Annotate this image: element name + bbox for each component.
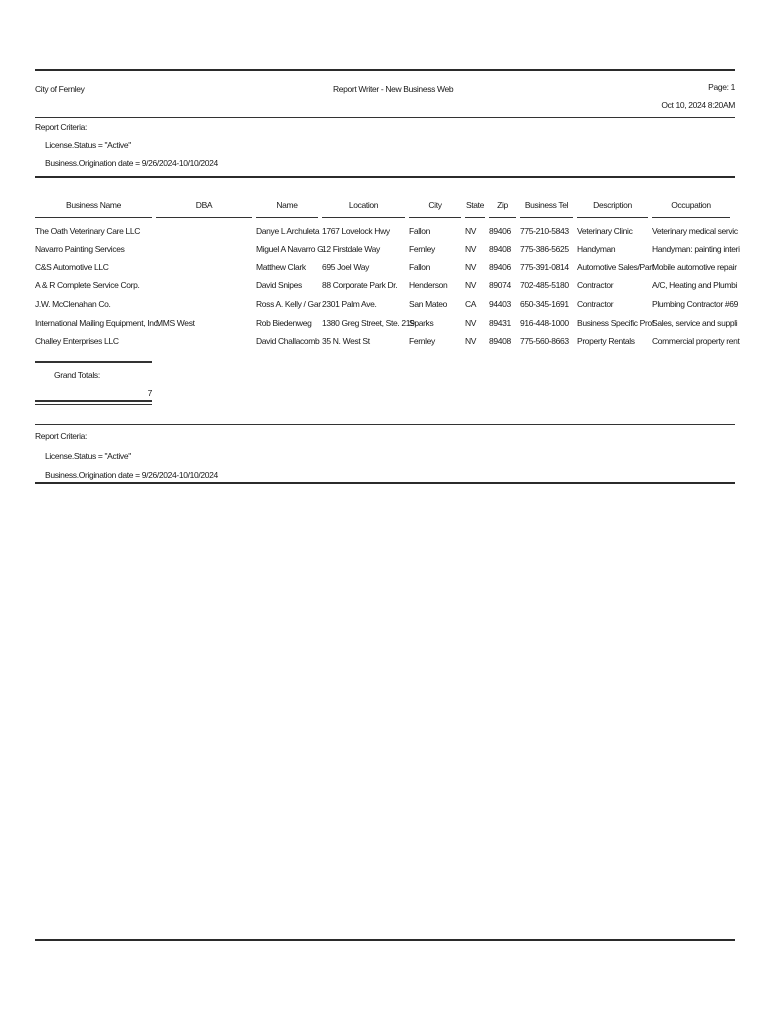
cell-occupation: Mobile automotive repair — [652, 262, 737, 272]
col-header-dba: DBA — [195, 200, 213, 210]
totals-double-rule-1 — [35, 400, 152, 402]
cell-zip: 89406 — [489, 262, 511, 272]
col-underline-dba — [156, 217, 252, 218]
cell-business-tel: 650-345-1691 — [520, 299, 569, 309]
footer-rule — [35, 939, 735, 941]
cell-business-tel: 702-485-5180 — [520, 280, 569, 290]
cell-description: Contractor — [577, 280, 614, 290]
criteria-status: License.Status = "Active" — [45, 140, 131, 150]
col-underline-business-tel — [520, 217, 573, 218]
cell-location: 35 N. West St — [322, 336, 370, 346]
cell-business-name: International Mailing Equipment, Inc. — [35, 318, 160, 328]
cell-occupation: Plumbing Contractor #69 — [652, 299, 738, 309]
cell-zip: 89431 — [489, 318, 511, 328]
cell-zip: 94403 — [489, 299, 511, 309]
cell-business-tel: 775-386-5625 — [520, 244, 569, 254]
totals-top-rule — [35, 361, 152, 363]
cell-description: Automotive Sales/Part — [577, 262, 654, 272]
cell-business-name: J.W. McClenahan Co. — [35, 299, 111, 309]
cell-location: 88 Corporate Park Dr. — [322, 280, 398, 290]
cell-business-name: Challey Enterprises LLC — [35, 336, 119, 346]
cell-business-tel: 916-448-1000 — [520, 318, 569, 328]
cell-description: Veterinary Clinic — [577, 226, 633, 236]
col-underline-city — [409, 217, 461, 218]
col-header-name: Name — [276, 200, 298, 210]
page-number: Page: 1 — [708, 82, 735, 92]
col-header-description: Description — [593, 200, 632, 210]
cell-description: Business Specific Prof — [577, 318, 654, 328]
cell-name: Miguel A Navarro G — [256, 244, 324, 254]
col-underline-name — [256, 217, 318, 218]
cell-zip: 89408 — [489, 336, 511, 346]
col-underline-zip — [489, 217, 516, 218]
grand-totals-label: Grand Totals: — [54, 370, 100, 380]
cell-business-name: Navarro Painting Services — [35, 244, 125, 254]
cell-zip: 89074 — [489, 280, 511, 290]
cell-name: David Snipes — [256, 280, 302, 290]
header-divider — [35, 117, 735, 118]
cell-state: NV — [465, 262, 477, 272]
cell-occupation: A/C, Heating and Plumbi — [652, 280, 738, 290]
org-name: City of Fernley — [35, 84, 85, 94]
cell-business-name: A & R Complete Service Corp. — [35, 280, 140, 290]
cell-zip: 89408 — [489, 244, 511, 254]
col-underline-location — [322, 217, 405, 218]
criteria-bottom-heading: Report Criteria: — [35, 431, 88, 441]
cell-name: Rob Biedenweg — [256, 318, 312, 328]
cell-occupation: Commercial property rent — [652, 336, 740, 346]
cell-name: Ross A. Kelly / Gar — [256, 299, 321, 309]
cell-state: NV — [465, 280, 477, 290]
cell-location: 1380 Greg Street, Ste. 219 — [322, 318, 415, 328]
report-title: Report Writer - New Business Web — [333, 84, 454, 94]
cell-city: Fallon — [409, 226, 431, 236]
criteria-bottom-rule — [35, 482, 735, 484]
criteria-bottom-top-rule — [35, 424, 735, 425]
grand-totals-count: 7 — [147, 388, 152, 398]
criteria-bottom-date: Business.Origination date = 9/26/2024-10/10/2024 — [45, 470, 218, 480]
criteria-heading: Report Criteria: — [35, 122, 88, 132]
cell-description: Handyman — [577, 244, 616, 254]
cell-occupation: Sales, service and suppli — [652, 318, 738, 328]
cell-city: Fernley — [409, 336, 435, 346]
col-header-state: State — [465, 200, 485, 210]
cell-name: David Challacomb — [256, 336, 320, 346]
cell-business-tel: 775-210-5843 — [520, 226, 569, 236]
cell-state: NV — [465, 336, 477, 346]
cell-city: Fernley — [409, 244, 435, 254]
cell-name: Matthew Clark — [256, 262, 306, 272]
cell-dba: MMS West — [156, 318, 195, 328]
cell-business-tel: 775-560-8663 — [520, 336, 569, 346]
cell-state: NV — [465, 226, 477, 236]
criteria-rule — [35, 176, 735, 178]
col-header-occupation: Occupation — [671, 200, 711, 210]
col-header-zip: Zip — [497, 200, 508, 210]
criteria-bottom-status: License.Status = "Active" — [45, 451, 131, 461]
cell-business-tel: 775-391-0814 — [520, 262, 569, 272]
col-underline-business-name — [35, 217, 152, 218]
cell-state: NV — [465, 244, 477, 254]
col-underline-description — [577, 217, 648, 218]
cell-city: Sparks — [409, 318, 434, 328]
cell-state: CA — [465, 299, 477, 309]
col-header-business-name: Business Name — [66, 200, 121, 210]
cell-city: Fallon — [409, 262, 431, 272]
cell-business-name: The Oath Veterinary Care LLC — [35, 226, 141, 236]
cell-description: Contractor — [577, 299, 614, 309]
cell-location: 12 Firstdale Way — [322, 244, 380, 254]
cell-city: Henderson — [409, 280, 448, 290]
totals-double-rule-2 — [35, 404, 152, 405]
col-header-business-tel: Business Tel — [524, 200, 569, 210]
cell-location: 2301 Palm Ave. — [322, 299, 377, 309]
cell-location: 1767 Lovelock Hwy — [322, 226, 390, 236]
cell-city: San Mateo — [409, 299, 447, 309]
cell-location: 695 Joel Way — [322, 262, 369, 272]
criteria-date: Business.Origination date = 9/26/2024-10/10/2024 — [45, 158, 218, 168]
cell-state: NV — [465, 318, 477, 328]
cell-occupation: Veterinary medical servic — [652, 226, 738, 236]
cell-description: Property Rentals — [577, 336, 635, 346]
cell-business-name: C&S Automotive LLC — [35, 262, 109, 272]
cell-occupation: Handyman: painting interi — [652, 244, 740, 254]
cell-name: Danye L Archuleta — [256, 226, 320, 236]
col-header-location: Location — [348, 200, 379, 210]
report-timestamp: Oct 10, 2024 8:20AM — [661, 100, 735, 110]
top-rule — [35, 69, 735, 71]
col-underline-occupation — [652, 217, 730, 218]
cell-zip: 89406 — [489, 226, 511, 236]
col-underline-state — [465, 217, 485, 218]
col-header-city: City — [428, 200, 442, 210]
